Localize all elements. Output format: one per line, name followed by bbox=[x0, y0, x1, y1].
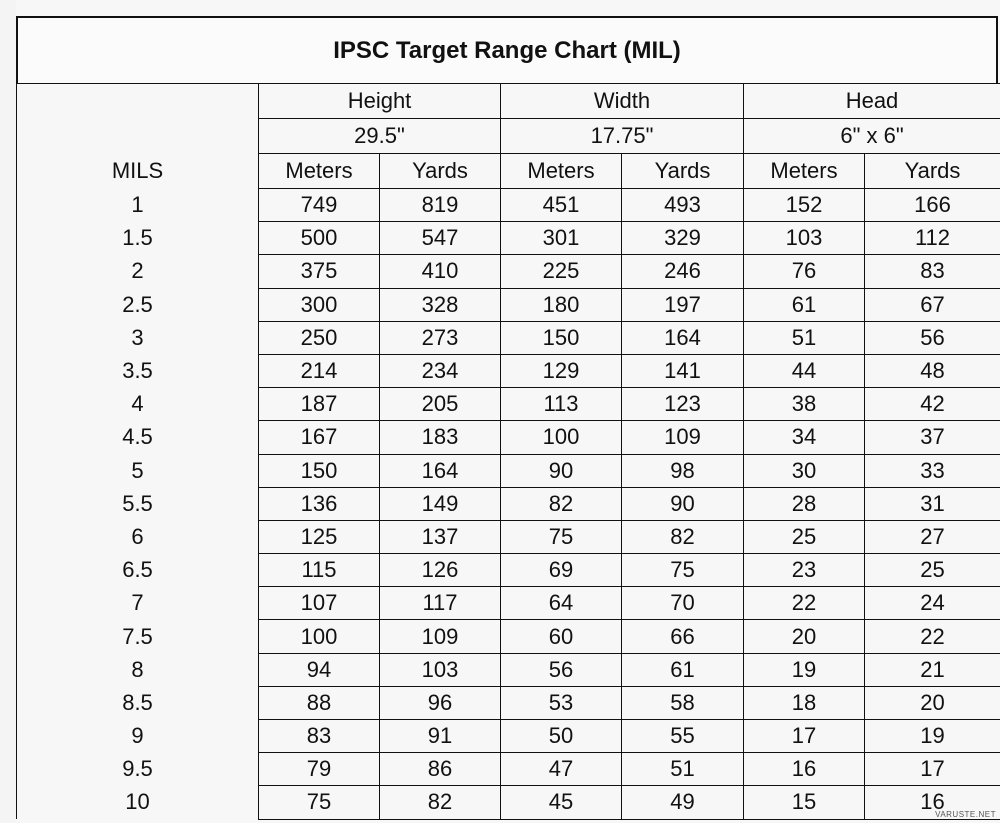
distance-cell: 100 bbox=[259, 620, 380, 653]
distance-cell: 28 bbox=[744, 487, 865, 520]
table-row bbox=[17, 454, 1000, 487]
group-size-height: 29.5" bbox=[259, 119, 501, 154]
distance-cell: 56 bbox=[865, 321, 1000, 354]
distance-cell: 70 bbox=[622, 587, 744, 620]
distance-cell: 17 bbox=[865, 753, 1000, 786]
chart-title: IPSC Target Range Chart (MIL) bbox=[16, 16, 998, 83]
distance-cell: 50 bbox=[501, 720, 622, 753]
distance-cell: 164 bbox=[622, 321, 744, 354]
distance-cell: 375 bbox=[259, 255, 380, 288]
unit-header: Yards bbox=[380, 154, 501, 189]
distance-cell: 33 bbox=[865, 454, 1000, 487]
mils-value-cell: 9 bbox=[17, 720, 259, 753]
distance-cell: 150 bbox=[259, 454, 380, 487]
group-header-head: Head bbox=[744, 84, 1000, 119]
distance-cell: 167 bbox=[259, 421, 380, 454]
distance-cell: 136 bbox=[259, 487, 380, 520]
distance-cell: 42 bbox=[865, 388, 1000, 421]
distance-cell: 27 bbox=[865, 520, 1000, 553]
distance-cell: 197 bbox=[622, 288, 744, 321]
table-row bbox=[17, 620, 1000, 653]
distance-cell: 410 bbox=[380, 255, 501, 288]
distance-cell: 152 bbox=[744, 189, 865, 222]
table-row bbox=[17, 487, 1000, 520]
table-row bbox=[17, 587, 1000, 620]
range-chart-sheet bbox=[16, 0, 1000, 823]
table-row bbox=[17, 686, 1000, 719]
distance-cell: 117 bbox=[380, 587, 501, 620]
distance-cell: 329 bbox=[622, 222, 744, 255]
mils-value-cell: 6 bbox=[17, 520, 259, 553]
distance-cell: 48 bbox=[865, 354, 1000, 387]
table-row bbox=[17, 421, 1000, 454]
distance-cell: 183 bbox=[380, 421, 501, 454]
table-row bbox=[17, 554, 1000, 587]
table-row bbox=[17, 753, 1000, 786]
distance-cell: 64 bbox=[501, 587, 622, 620]
distance-cell: 86 bbox=[380, 753, 501, 786]
distance-cell: 273 bbox=[380, 321, 501, 354]
distance-cell: 38 bbox=[744, 388, 865, 421]
group-header-width: Width bbox=[501, 84, 744, 119]
distance-cell: 37 bbox=[865, 421, 1000, 454]
table-row bbox=[17, 255, 1000, 288]
range-table bbox=[16, 83, 1000, 820]
distance-cell: 205 bbox=[380, 388, 501, 421]
distance-cell: 141 bbox=[622, 354, 744, 387]
distance-cell: 83 bbox=[865, 255, 1000, 288]
distance-cell: 83 bbox=[259, 720, 380, 753]
distance-cell: 34 bbox=[744, 421, 865, 454]
unit-header: Meters bbox=[744, 154, 865, 189]
corner-blank-cell bbox=[17, 84, 259, 119]
distance-cell: 166 bbox=[865, 189, 1000, 222]
mils-value-cell: 2 bbox=[17, 255, 259, 288]
distance-cell: 75 bbox=[622, 554, 744, 587]
distance-cell: 819 bbox=[380, 189, 501, 222]
mils-value-cell: 5.5 bbox=[17, 487, 259, 520]
mils-value-cell: 8 bbox=[17, 653, 259, 686]
distance-cell: 79 bbox=[259, 753, 380, 786]
distance-cell: 91 bbox=[380, 720, 501, 753]
distance-cell: 234 bbox=[380, 354, 501, 387]
distance-cell: 149 bbox=[380, 487, 501, 520]
distance-cell: 45 bbox=[501, 786, 622, 819]
table-row bbox=[17, 653, 1000, 686]
distance-cell: 58 bbox=[622, 686, 744, 719]
distance-cell: 21 bbox=[865, 653, 1000, 686]
distance-cell: 109 bbox=[380, 620, 501, 653]
distance-cell: 61 bbox=[744, 288, 865, 321]
distance-cell: 187 bbox=[259, 388, 380, 421]
mils-value-cell: 7.5 bbox=[17, 620, 259, 653]
distance-cell: 328 bbox=[380, 288, 501, 321]
distance-cell: 44 bbox=[744, 354, 865, 387]
mils-value-cell: 4 bbox=[17, 388, 259, 421]
distance-cell: 113 bbox=[501, 388, 622, 421]
distance-cell: 55 bbox=[622, 720, 744, 753]
unit-header: Meters bbox=[501, 154, 622, 189]
distance-cell: 16 bbox=[865, 786, 1000, 819]
distance-cell: 82 bbox=[501, 487, 622, 520]
distance-cell: 82 bbox=[622, 520, 744, 553]
distance-cell: 94 bbox=[259, 653, 380, 686]
distance-cell: 51 bbox=[622, 753, 744, 786]
mils-value-cell: 10 bbox=[17, 786, 259, 819]
distance-cell: 15 bbox=[744, 786, 865, 819]
distance-cell: 22 bbox=[865, 620, 1000, 653]
distance-cell: 301 bbox=[501, 222, 622, 255]
distance-cell: 100 bbox=[501, 421, 622, 454]
distance-cell: 18 bbox=[744, 686, 865, 719]
distance-cell: 25 bbox=[865, 554, 1000, 587]
mils-value-cell: 1.5 bbox=[17, 222, 259, 255]
distance-cell: 75 bbox=[501, 520, 622, 553]
unit-header: Meters bbox=[259, 154, 380, 189]
distance-cell: 103 bbox=[380, 653, 501, 686]
distance-cell: 125 bbox=[259, 520, 380, 553]
distance-cell: 88 bbox=[259, 686, 380, 719]
mils-column-header: MILS bbox=[17, 154, 259, 189]
mils-value-cell: 5 bbox=[17, 454, 259, 487]
distance-cell: 90 bbox=[501, 454, 622, 487]
table-row bbox=[17, 321, 1000, 354]
distance-cell: 180 bbox=[501, 288, 622, 321]
table-row bbox=[17, 288, 1000, 321]
distance-cell: 22 bbox=[744, 587, 865, 620]
group-size-width: 17.75" bbox=[501, 119, 744, 154]
table-row bbox=[17, 222, 1000, 255]
distance-cell: 107 bbox=[259, 587, 380, 620]
group-size-head: 6" x 6" bbox=[744, 119, 1000, 154]
distance-cell: 112 bbox=[865, 222, 1000, 255]
mils-value-cell: 6.5 bbox=[17, 554, 259, 587]
distance-cell: 67 bbox=[865, 288, 1000, 321]
distance-cell: 493 bbox=[622, 189, 744, 222]
distance-cell: 129 bbox=[501, 354, 622, 387]
distance-cell: 300 bbox=[259, 288, 380, 321]
watermark-text: VARUSTE.NET bbox=[935, 810, 996, 819]
distance-cell: 51 bbox=[744, 321, 865, 354]
mils-value-cell: 4.5 bbox=[17, 421, 259, 454]
distance-cell: 17 bbox=[744, 720, 865, 753]
distance-cell: 60 bbox=[501, 620, 622, 653]
unit-header: Yards bbox=[622, 154, 744, 189]
mils-value-cell: 3 bbox=[17, 321, 259, 354]
distance-cell: 150 bbox=[501, 321, 622, 354]
distance-cell: 66 bbox=[622, 620, 744, 653]
distance-cell: 31 bbox=[865, 487, 1000, 520]
distance-cell: 56 bbox=[501, 653, 622, 686]
distance-cell: 164 bbox=[380, 454, 501, 487]
mils-value-cell: 9.5 bbox=[17, 753, 259, 786]
distance-cell: 24 bbox=[865, 587, 1000, 620]
unit-header: Yards bbox=[865, 154, 1000, 189]
distance-cell: 451 bbox=[501, 189, 622, 222]
table-body bbox=[17, 189, 1000, 820]
corner-blank-cell-2 bbox=[17, 119, 259, 154]
distance-cell: 30 bbox=[744, 454, 865, 487]
group-header-height: Height bbox=[259, 84, 501, 119]
distance-cell: 250 bbox=[259, 321, 380, 354]
mils-value-cell: 1 bbox=[17, 189, 259, 222]
distance-cell: 75 bbox=[259, 786, 380, 819]
mils-value-cell: 3.5 bbox=[17, 354, 259, 387]
distance-cell: 82 bbox=[380, 786, 501, 819]
distance-cell: 16 bbox=[744, 753, 865, 786]
distance-cell: 225 bbox=[501, 255, 622, 288]
distance-cell: 47 bbox=[501, 753, 622, 786]
table-row bbox=[17, 388, 1000, 421]
distance-cell: 109 bbox=[622, 421, 744, 454]
distance-cell: 19 bbox=[865, 720, 1000, 753]
table-row bbox=[17, 520, 1000, 553]
distance-cell: 103 bbox=[744, 222, 865, 255]
table-row bbox=[17, 354, 1000, 387]
distance-cell: 98 bbox=[622, 454, 744, 487]
distance-cell: 19 bbox=[744, 653, 865, 686]
distance-cell: 137 bbox=[380, 520, 501, 553]
mils-value-cell: 7 bbox=[17, 587, 259, 620]
distance-cell: 20 bbox=[865, 686, 1000, 719]
distance-cell: 76 bbox=[744, 255, 865, 288]
distance-cell: 23 bbox=[744, 554, 865, 587]
distance-cell: 96 bbox=[380, 686, 501, 719]
distance-cell: 749 bbox=[259, 189, 380, 222]
table-row bbox=[17, 786, 1000, 819]
distance-cell: 246 bbox=[622, 255, 744, 288]
distance-cell: 126 bbox=[380, 554, 501, 587]
mils-value-cell: 8.5 bbox=[17, 686, 259, 719]
table-row bbox=[17, 720, 1000, 753]
distance-cell: 69 bbox=[501, 554, 622, 587]
distance-cell: 500 bbox=[259, 222, 380, 255]
distance-cell: 61 bbox=[622, 653, 744, 686]
distance-cell: 53 bbox=[501, 686, 622, 719]
distance-cell: 25 bbox=[744, 520, 865, 553]
distance-cell: 123 bbox=[622, 388, 744, 421]
distance-cell: 214 bbox=[259, 354, 380, 387]
mils-value-cell: 2.5 bbox=[17, 288, 259, 321]
distance-cell: 20 bbox=[744, 620, 865, 653]
table-row bbox=[17, 189, 1000, 222]
distance-cell: 547 bbox=[380, 222, 501, 255]
distance-cell: 90 bbox=[622, 487, 744, 520]
distance-cell: 49 bbox=[622, 786, 744, 819]
distance-cell: 115 bbox=[259, 554, 380, 587]
